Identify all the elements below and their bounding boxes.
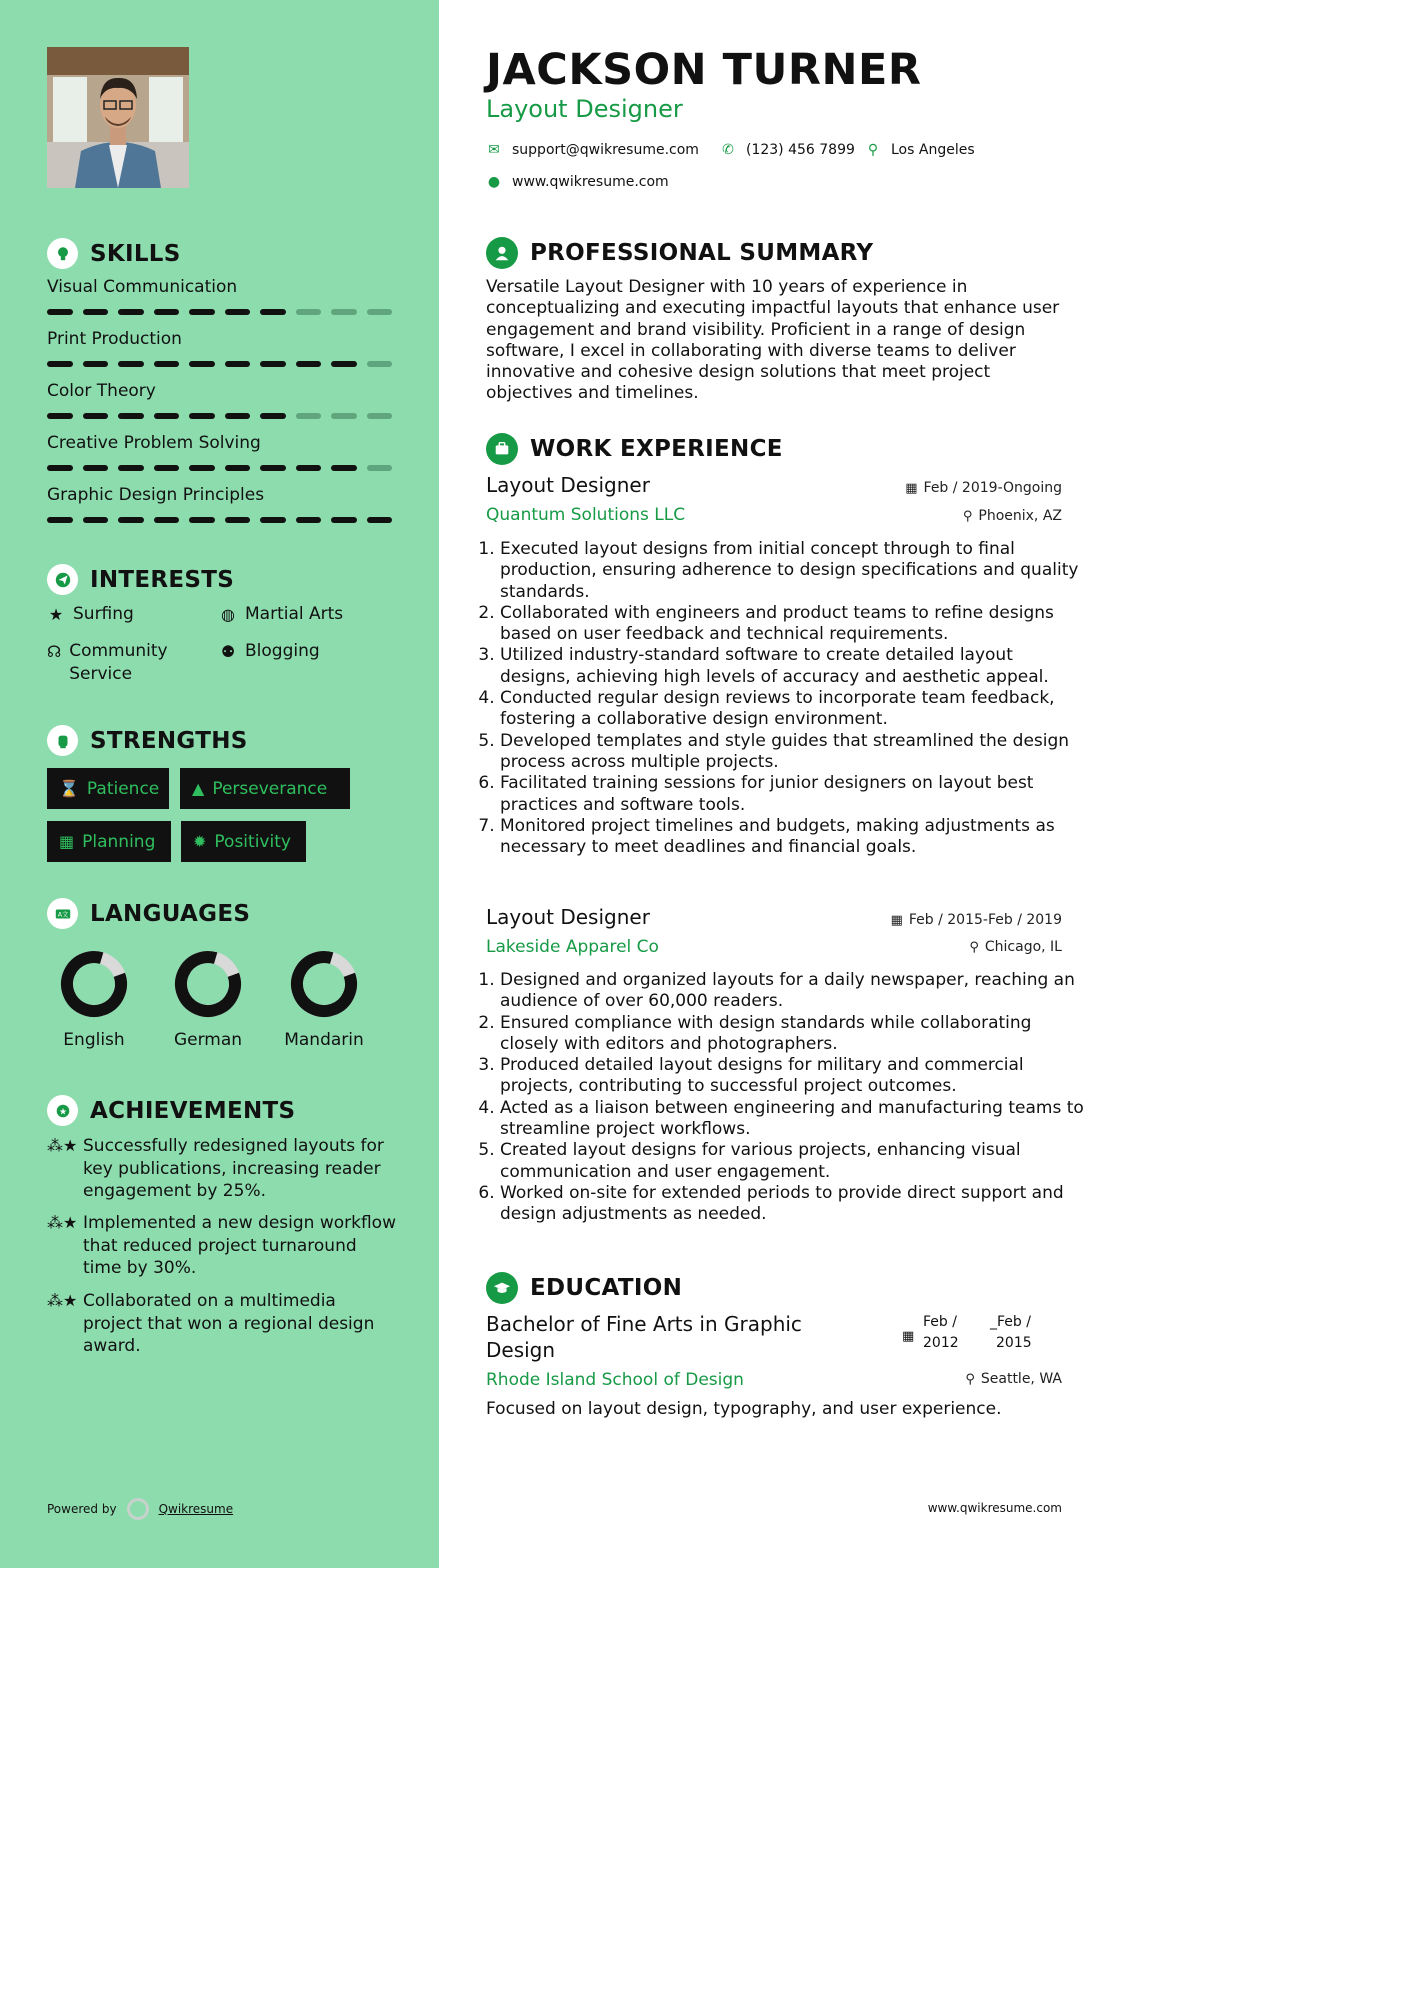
job-bullet: 4. Acted as a liaison between engineering and manufacturing teams to streamline project workflows. <box>500 1098 1085 1141</box>
skill-level-dash <box>225 465 251 471</box>
language-item <box>158 950 258 1050</box>
interest-item <box>47 640 197 686</box>
svg-text:★: ★ <box>58 1107 67 1118</box>
job-bullet: 3. Produced detailed layout designs for military and commercial projects, contributing to successful project outcomes. <box>500 1055 1085 1098</box>
calendar-icon: ▦ <box>890 912 903 928</box>
website-text: www.qwikresume.com <box>512 174 669 190</box>
skill-level-bar <box>47 465 392 471</box>
skill-item <box>47 433 392 471</box>
map-pin-icon: ⚲ <box>867 142 879 158</box>
skill-level-dash <box>331 465 357 471</box>
skill-level-dash <box>296 413 322 419</box>
job-bullet: 2. Collaborated with engineers and product teams to refine designs based on user feedback and technical requirements. <box>500 603 1085 646</box>
pin-icon: ⚲ <box>962 508 973 524</box>
star-icon: ★ <box>48 605 64 624</box>
start-month: Feb / <box>923 1314 957 1330</box>
skill-level-dash <box>83 309 109 315</box>
languages-header <box>47 898 250 929</box>
skill-name: Visual Communication <box>47 277 238 297</box>
skill-level-dash <box>47 517 73 523</box>
language-icon <box>47 898 78 929</box>
strength-label: Patience <box>86 778 160 799</box>
job-bullets <box>481 539 1085 858</box>
strength-tag <box>180 768 350 809</box>
powered-by-label: Powered by <box>47 1502 117 1516</box>
globe-icon: ◍ <box>221 605 235 624</box>
skill-item <box>47 329 392 367</box>
skill-level-dash <box>225 517 251 523</box>
location-text: Phoenix, AZ <box>978 508 1062 524</box>
user-icon <box>486 237 518 269</box>
qwikresume-logo-icon <box>127 1498 149 1520</box>
candidate-name: JACKSON TURNER <box>486 45 922 95</box>
skill-level-dash <box>367 413 393 419</box>
skill-level-dash <box>154 309 180 315</box>
skill-level-dash <box>296 309 322 315</box>
skill-item <box>47 277 392 315</box>
contact-phone[interactable] <box>720 142 855 158</box>
skill-level-dash <box>83 517 109 523</box>
skill-name: Creative Problem Solving <box>47 433 261 453</box>
skill-level-dash <box>118 517 144 523</box>
sidebar <box>0 0 439 1568</box>
section-title: PROFESSIONAL SUMMARY <box>530 240 874 266</box>
road-icon: ▲ <box>192 779 205 798</box>
skill-level-dash <box>154 413 180 419</box>
edu-start-date <box>923 1312 959 1354</box>
calendar-icon: ▦ <box>59 832 75 851</box>
job-location <box>969 939 1062 955</box>
interest-item <box>219 603 343 626</box>
achievements-header <box>47 1095 295 1126</box>
end-year: 2015 <box>996 1335 1032 1351</box>
skill-level-dash <box>331 413 357 419</box>
fist-icon <box>47 725 78 756</box>
skill-level-dash <box>189 309 215 315</box>
job-dates <box>891 912 1062 928</box>
skill-item <box>47 381 392 419</box>
skill-level-dash <box>118 361 144 367</box>
interest-item <box>219 640 320 663</box>
trophy-star-icon: ⁂★ <box>47 1213 78 1232</box>
candidate-role: Layout Designer <box>486 95 683 123</box>
section-title: ACHIEVEMENTS <box>90 1097 296 1124</box>
users-icon: ⚉ <box>220 642 236 661</box>
interests-header <box>47 564 234 595</box>
school-name: Rhode Island School of Design <box>486 1370 744 1390</box>
sun-icon: ✹ <box>193 832 207 851</box>
job-bullet: 2. Ensured compliance with design standards while collaborating closely with editors and photographers. <box>500 1013 1085 1056</box>
trophy-star-icon: ⁂★ <box>47 1291 78 1310</box>
skill-level-bar <box>47 361 392 367</box>
degree-title: Bachelor of Fine Arts in Graphic Design <box>486 1312 802 1362</box>
skill-level-dash <box>367 465 393 471</box>
phone-icon: ✆ <box>722 142 734 158</box>
section-title: WORK EXPERIENCE <box>530 436 783 462</box>
footer-url[interactable]: www.qwikresume.com <box>927 1501 1062 1515</box>
language-item <box>44 950 144 1050</box>
skill-level-dash <box>296 465 322 471</box>
skill-level-dash <box>83 413 109 419</box>
contact-location <box>865 142 975 158</box>
skill-level-dash <box>225 309 251 315</box>
job-bullet: 3. Utilized industry-standard software to create detailed layout designs, achieving high levels of accuracy and aesthetic appeal. <box>500 645 1085 688</box>
strength-tag <box>47 768 169 809</box>
skill-level-dash <box>154 361 180 367</box>
skill-name: Graphic Design Principles <box>47 485 265 505</box>
skill-level-bar <box>47 309 392 315</box>
company-name: Lakeside Apparel Co <box>486 937 659 957</box>
qwikresume-link[interactable]: Qwikresume <box>158 1502 234 1516</box>
achievement-text: Collaborated on a multimedia project that won a regional design award. <box>83 1291 375 1356</box>
language-proficiency-ring <box>60 950 128 1018</box>
skill-level-dash <box>47 309 73 315</box>
location-text: Chicago, IL <box>984 939 1062 955</box>
achievement-text: Successfully redesigned layouts for key publications, increasing reader engagement by 25%. <box>83 1136 384 1201</box>
section-title: STRENGTHS <box>90 727 248 754</box>
skill-level-dash <box>296 361 322 367</box>
skill-level-dash <box>296 517 322 523</box>
briefcase-icon <box>486 433 518 465</box>
skill-level-dash <box>260 465 286 471</box>
lightbulb-icon <box>47 238 78 269</box>
skill-level-dash <box>260 361 286 367</box>
company-name: Quantum Solutions LLC <box>486 505 686 525</box>
strength-tag <box>47 821 171 862</box>
job-bullet: 5. Developed templates and style guides that streamlined the design process across multiple projects. <box>500 731 1085 774</box>
pin-icon: ⚲ <box>965 1371 975 1387</box>
edu-end-date <box>990 1312 1032 1354</box>
section-title: INTERESTS <box>90 566 235 593</box>
location-text: Los Angeles <box>891 142 975 158</box>
achievement-item <box>47 1212 397 1280</box>
svg-text:A文: A文 <box>57 911 68 919</box>
job-title: Layout Designer <box>486 473 650 497</box>
strength-label: Planning <box>82 831 156 852</box>
strengths-header <box>47 725 248 756</box>
job-bullet: 5. Created layout designs for various projects, enhancing visual communication and user engagement. <box>500 1140 1085 1183</box>
profile-photo <box>47 47 189 188</box>
pin-icon: ⚲ <box>969 939 979 955</box>
main-content <box>439 0 1099 1568</box>
calendar-icon: ▦ <box>905 480 918 496</box>
strength-label: Positivity <box>214 831 291 852</box>
job-bullet: 4. Conducted regular design reviews to incorporate team feedback, fostering a collaborative design environment. <box>500 688 1085 731</box>
skill-level-dash <box>260 413 286 419</box>
job-bullet: 1. Executed layout designs from initial concept through to final production, ensuring adherence to design specifications and quality standards. <box>500 539 1085 603</box>
ring-fill <box>60 950 128 1018</box>
skill-level-dash <box>331 309 357 315</box>
interest-item <box>47 603 134 626</box>
skill-level-dash <box>118 465 144 471</box>
skill-name: Print Production <box>47 329 182 349</box>
summary-header <box>486 237 873 269</box>
skill-level-dash <box>154 465 180 471</box>
work-header <box>486 433 783 465</box>
start-year: 2012 <box>923 1335 959 1351</box>
language-proficiency-ring <box>174 950 242 1018</box>
email-text: support@qwikresume.com <box>512 142 699 158</box>
skill-level-dash <box>331 361 357 367</box>
calendar-icon: ▦ <box>902 1329 915 1344</box>
skill-name: Color Theory <box>47 381 156 401</box>
achievement-item <box>47 1135 397 1203</box>
award-icon <box>47 1095 78 1126</box>
achievement-item <box>47 1290 397 1358</box>
language-name: Mandarin <box>284 1030 364 1050</box>
skill-level-dash <box>260 309 286 315</box>
skill-level-dash <box>367 361 393 367</box>
dates-text: Feb / 2015-Feb / 2019 <box>908 912 1062 928</box>
skill-level-dash <box>154 517 180 523</box>
paper-plane-icon <box>47 564 78 595</box>
language-name: English <box>63 1030 125 1050</box>
contact-website[interactable] <box>486 174 669 190</box>
skill-level-dash <box>189 465 215 471</box>
achievement-text: Implemented a new design workflow that reduced project turnaround time by 30%. <box>83 1213 396 1278</box>
interest-label: Blogging <box>245 641 320 661</box>
skill-level-dash <box>118 309 144 315</box>
phone-text: (123) 456 7899 <box>746 142 855 158</box>
skill-level-dash <box>367 309 393 315</box>
powered-by <box>47 1498 233 1520</box>
skill-level-dash <box>118 413 144 419</box>
interest-label: Surfing <box>73 604 134 624</box>
skill-level-dash <box>83 465 109 471</box>
education-header <box>486 1272 682 1304</box>
trophy-star-icon: ⁂★ <box>47 1136 78 1155</box>
skill-level-dash <box>225 413 251 419</box>
skill-level-dash <box>260 517 286 523</box>
skills-header <box>47 238 181 269</box>
skill-level-dash <box>47 413 73 419</box>
strength-label: Perseverance <box>212 778 328 799</box>
interest-label: Community Service <box>69 641 168 684</box>
skill-level-dash <box>47 361 73 367</box>
contact-email[interactable] <box>486 142 699 158</box>
section-title: EDUCATION <box>530 1275 683 1301</box>
job-bullet: 1. Designed and organized layouts for a daily newspaper, reaching an audience of over 60,000 readers. <box>500 970 1085 1013</box>
job-location <box>963 508 1062 524</box>
job-bullet: 6. Facilitated training sessions for junior designers on layout best practices and software tools. <box>500 773 1085 816</box>
language-proficiency-ring <box>290 950 358 1018</box>
handshake-icon: ☊ <box>47 642 62 661</box>
ring-fill <box>174 950 242 1018</box>
education-description: Focused on layout design, typography, and user experience. <box>486 1399 1002 1419</box>
skill-level-dash <box>47 465 73 471</box>
job-dates <box>905 480 1062 496</box>
envelope-icon: ✉ <box>488 142 500 158</box>
ring-fill <box>290 950 358 1018</box>
skill-level-dash <box>189 413 215 419</box>
skill-level-dash <box>225 361 251 367</box>
dates-text: Feb / 2019-Ongoing <box>923 480 1062 496</box>
skill-level-dash <box>189 361 215 367</box>
section-title: SKILLS <box>90 240 181 267</box>
skill-level-bar <box>47 517 392 523</box>
skill-level-dash <box>83 361 109 367</box>
location-text: Seattle, WA <box>980 1371 1062 1387</box>
hourglass-icon: ⌛ <box>59 779 79 798</box>
strength-tag <box>181 821 306 862</box>
job-bullet: 6. Worked on-site for extended periods to provide direct support and design adjustments as needed. <box>500 1183 1085 1226</box>
job-title: Layout Designer <box>486 905 650 929</box>
skill-level-dash <box>367 517 393 523</box>
skill-level-dash <box>331 517 357 523</box>
globe-icon: ● <box>487 174 501 190</box>
language-name: German <box>173 1030 243 1050</box>
section-title: LANGUAGES <box>90 900 251 927</box>
skill-level-dash <box>189 517 215 523</box>
graduation-cap-icon <box>486 1272 518 1304</box>
edu-location <box>965 1371 1062 1387</box>
job-bullet: 7. Monitored project timelines and budgets, making adjustments as necessary to meet deadlines and financial goals. <box>500 816 1085 859</box>
end-month: _Feb / <box>990 1314 1031 1330</box>
skill-level-bar <box>47 413 392 419</box>
language-item <box>274 950 374 1050</box>
summary-text: Versatile Layout Designer with 10 years of experience in conceptualizing and executing impactful layouts that enhance user engagement and brand visibility. Proficient in a range of design software, I excel in collaborating with diverse teams to deliver innovative and cohesive design solutions that meet project objectives and timelines. <box>486 277 1060 404</box>
skill-item <box>47 485 392 523</box>
job-bullets <box>481 970 1085 1226</box>
interest-label: Martial Arts <box>245 604 344 624</box>
